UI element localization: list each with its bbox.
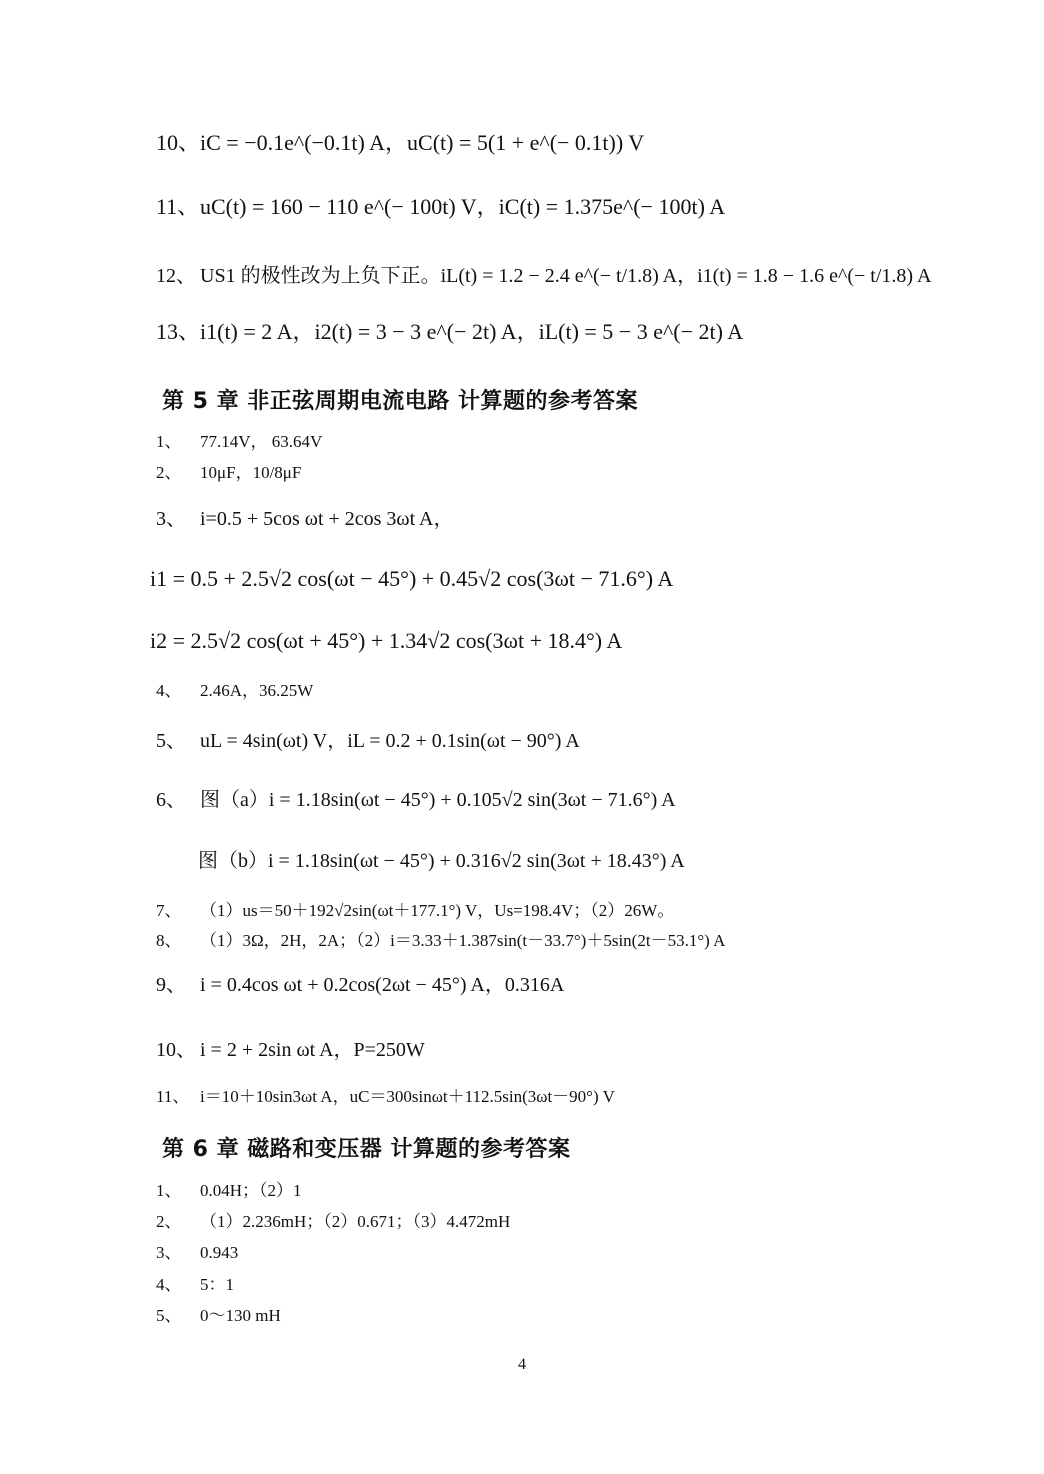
formula: i1(t) = 2 A，i2(t) = 3 − 3 e^(− 2t) A，iL(t) = 5 − 3 e^(− 2t) A xyxy=(200,319,744,344)
answer-text: 10μF，10/8μF xyxy=(200,463,302,482)
item-number: 7、 xyxy=(156,901,182,920)
item-number: 5、 xyxy=(156,730,186,752)
answer-text: 77.14V， 63.64V xyxy=(200,432,323,451)
answer-line xyxy=(156,1244,238,1261)
formula: 图（b）i = 1.18sin(ωt − 45°) + 0.316√2 sin(3ωt + 18.43°) A xyxy=(198,850,685,872)
answer-line xyxy=(156,196,725,218)
item-number: 6、 xyxy=(156,789,186,811)
answer-line xyxy=(156,902,674,919)
answer-text: （1）2.236mH；（2）0.671；（3）4.472mH xyxy=(200,1212,511,1231)
answer-line xyxy=(150,630,622,652)
formula: US1 的极性改为上负下正。iL(t) = 1.2 − 2.4 e^(− t/1.8) A，i1(t) = 1.8 − 1.6 e^(− t/1.8) A xyxy=(200,265,932,287)
answer-text: 0～130 mH xyxy=(200,1306,281,1325)
item-number: 2、 xyxy=(156,1212,182,1231)
item-number: 10、 xyxy=(156,130,201,155)
formula: i = 0.4cos ωt + 0.2cos(2ωt − 45°) A，0.316A xyxy=(200,974,565,996)
answer-line xyxy=(156,321,743,343)
answer-text: 2.46A，36.25W xyxy=(200,681,314,700)
answer-text: 0.04H；（2）1 xyxy=(200,1181,302,1200)
item-number: 8、 xyxy=(156,931,182,950)
answer-line xyxy=(156,932,725,949)
item-number: 10、 xyxy=(156,1039,196,1061)
page-number: 4 xyxy=(518,1356,526,1373)
answer-line xyxy=(156,682,313,699)
answer-line xyxy=(156,731,580,751)
item-number: 2、 xyxy=(156,463,182,482)
item-number: 11、 xyxy=(156,194,200,219)
item-number: 12、 xyxy=(156,265,196,287)
answer-line xyxy=(150,568,673,590)
item-number: 1、 xyxy=(156,1181,182,1200)
item-number: 5、 xyxy=(156,1306,182,1325)
answer-text: （1）us＝50＋192√2sin(ωt＋177.1°) V，Us=198.4V；（2）26W。 xyxy=(200,901,675,920)
answer-line xyxy=(156,790,676,810)
answer-line xyxy=(198,851,685,871)
answer-line xyxy=(156,132,644,154)
answer-line xyxy=(156,1213,510,1230)
answer-text: 0.943 xyxy=(200,1243,239,1262)
chapter-heading: 第 6 章 磁路和变压器 计算题的参考答案 xyxy=(162,1137,571,1162)
formula: iC = −0.1e^(−0.1t) A，uC(t) = 5(1 + e^(− 0.1t)) V xyxy=(200,130,645,155)
answer-line xyxy=(156,433,322,450)
chapter-heading: 第 5 章 非正弦周期电流电路 计算题的参考答案 xyxy=(162,389,638,414)
answer-text: i＝10＋10sin3ωt A，uC＝300sinωt＋112.5sin(3ωt－90°) V xyxy=(200,1087,615,1106)
item-number: 11、 xyxy=(156,1087,190,1106)
formula: i1 = 0.5 + 2.5√2 cos(ωt − 45°) + 0.45√2 cos(3ωt − 71.6°) A xyxy=(150,566,674,591)
item-number: 3、 xyxy=(156,508,186,530)
answer-text: 5：1 xyxy=(200,1275,234,1294)
answer-line xyxy=(156,1182,302,1199)
formula: 图（a）i = 1.18sin(ωt − 45°) + 0.105√2 sin(3ωt − 71.6°) A xyxy=(200,789,676,811)
formula: i2 = 2.5√2 cos(ωt + 45°) + 1.34√2 cos(3ωt + 18.4°) A xyxy=(150,628,623,653)
answer-line xyxy=(156,1040,425,1060)
formula: i=0.5 + 5cos ωt + 2cos 3ωt A， xyxy=(200,508,454,530)
answer-line xyxy=(156,1276,234,1293)
item-number: 4、 xyxy=(156,681,182,700)
answer-line xyxy=(156,509,454,529)
answer-line xyxy=(156,975,564,995)
item-number: 1、 xyxy=(156,432,182,451)
formula: uC(t) = 160 − 110 e^(− 100t) V，iC(t) = 1.375e^(− 100t) A xyxy=(200,194,726,219)
answer-line xyxy=(156,1088,615,1105)
formula: i = 2 + 2sin ωt A，P=250W xyxy=(200,1039,425,1061)
answer-text: （1）3Ω，2H，2A；（2）i＝3.33＋1.387sin(t－33.7°)＋5sin(2t－53.1°) A xyxy=(200,931,726,950)
answer-line xyxy=(156,1307,281,1324)
item-number: 4、 xyxy=(156,1275,182,1294)
answer-line xyxy=(156,464,301,481)
answer-line xyxy=(156,266,931,286)
item-number: 9、 xyxy=(156,974,186,996)
item-number: 3、 xyxy=(156,1243,182,1262)
item-number: 13、 xyxy=(156,319,201,344)
formula: uL = 4sin(ωt) V，iL = 0.2 + 0.1sin(ωt − 90°) A xyxy=(200,730,580,752)
